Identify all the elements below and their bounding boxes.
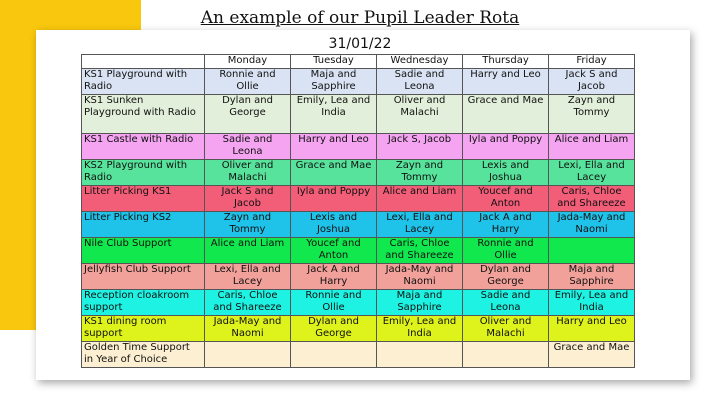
rota-row — [82, 238, 635, 264]
rota-row — [82, 160, 635, 186]
rota-cell: Zayn and Tommy — [549, 95, 635, 134]
task-label: Nile Club Support — [82, 238, 205, 264]
rota-row — [82, 212, 635, 238]
rota-cell: Grace and Mae — [291, 160, 377, 186]
rota-cell: Jack A and Harry — [463, 212, 549, 238]
rota-cell: Iyla and Poppy — [463, 134, 549, 160]
task-label: Litter Picking KS1 — [82, 186, 205, 212]
rota-cell: Jack S and Jacob — [205, 186, 291, 212]
rota-cell: Harry and Leo — [549, 316, 635, 342]
rota-row — [82, 342, 635, 368]
rota-cell: Ronnie and Ollie — [291, 290, 377, 316]
rota-cell: Maja and Sapphire — [291, 69, 377, 95]
rota-cell: Lexis and Joshua — [463, 160, 549, 186]
day-header: Monday — [205, 55, 291, 69]
day-header: Friday — [549, 55, 635, 69]
rota-cell — [205, 342, 291, 368]
rota-cell: Emily, Lea and India — [291, 95, 377, 134]
rota-cell: Iyla and Poppy — [291, 186, 377, 212]
rota-date: 31/01/22 — [328, 36, 392, 52]
rota-cell: Oliver and Malachi — [205, 160, 291, 186]
day-header: Tuesday — [291, 55, 377, 69]
rota-row — [82, 316, 635, 342]
rota-cell: Lexi, Ella and Lacey — [205, 264, 291, 290]
rota-cell: Youcef and Anton — [291, 238, 377, 264]
rota-row — [82, 134, 635, 160]
rota-cell: Youcef and Anton — [463, 186, 549, 212]
rota-cell: Caris, Chloe and Shareeze — [377, 238, 463, 264]
rota-row — [82, 95, 635, 134]
rota-cell: Lexi, Ella and Lacey — [549, 160, 635, 186]
rota-cell: Sadie and Leona — [205, 134, 291, 160]
rota-cell — [463, 342, 549, 368]
task-label: Jellyfish Club Support — [82, 264, 205, 290]
task-label: KS1 dining room support — [82, 316, 205, 342]
header-row — [82, 55, 635, 69]
rota-cell: Jack S, Jacob — [377, 134, 463, 160]
header-corner-cell — [82, 55, 205, 69]
rota-cell: Grace and Mae — [549, 342, 635, 368]
rota-cell: Sadie and Leona — [463, 290, 549, 316]
rota-cell: Oliver and Malachi — [463, 316, 549, 342]
task-label: KS1 Castle with Radio — [82, 134, 205, 160]
rota-table — [81, 54, 635, 368]
page-title: An example of our Pupil Leader Rota — [200, 8, 520, 28]
rota-cell — [291, 342, 377, 368]
rota-cell: Jack S and Jacob — [549, 69, 635, 95]
task-label: KS1 Sunken Playground with Radio — [82, 95, 205, 134]
rota-cell: Emily, Lea and India — [549, 290, 635, 316]
rota-cell: Dylan and George — [463, 264, 549, 290]
rota-cell: Caris, Chloe and Shareeze — [205, 290, 291, 316]
rota-row — [82, 290, 635, 316]
rota-cell: Grace and Mae — [463, 95, 549, 134]
rota-cell: Dylan and George — [205, 95, 291, 134]
rota-cell: Jada-May and Naomi — [377, 264, 463, 290]
rota-cell: Maja and Sapphire — [377, 290, 463, 316]
task-label: KS1 Playground with Radio — [82, 69, 205, 95]
day-header: Wednesday — [377, 55, 463, 69]
rota-cell: Jada-May and Naomi — [549, 212, 635, 238]
rota-cell: Lexi, Ella and Lacey — [377, 212, 463, 238]
task-label: Litter Picking KS2 — [82, 212, 205, 238]
rota-cell: Zayn and Tommy — [377, 160, 463, 186]
rota-cell: Harry and Leo — [463, 69, 549, 95]
rota-cell: Ronnie and Ollie — [463, 238, 549, 264]
task-label: KS2 Playground with Radio — [82, 160, 205, 186]
rota-cell: Alice and Liam — [549, 134, 635, 160]
rota-row — [82, 264, 635, 290]
rota-cell: Emily, Lea and India — [377, 316, 463, 342]
task-label: Golden Time Support in Year of Choice — [82, 342, 205, 368]
rota-cell — [549, 238, 635, 264]
rota-cell: Jada-May and Naomi — [205, 316, 291, 342]
rota-cell: Dylan and George — [291, 316, 377, 342]
rota-cell: Zayn and Tommy — [205, 212, 291, 238]
rota-cell: Ronnie and Ollie — [205, 69, 291, 95]
rota-cell: Harry and Leo — [291, 134, 377, 160]
rota-cell: Lexis and Joshua — [291, 212, 377, 238]
rota-cell: Caris, Chloe and Shareeze — [549, 186, 635, 212]
rota-cell: Alice and Liam — [205, 238, 291, 264]
rota-cell: Sadie and Leona — [377, 69, 463, 95]
rota-cell: Alice and Liam — [377, 186, 463, 212]
rota-row — [82, 186, 635, 212]
rota-row — [82, 69, 635, 95]
day-header: Thursday — [463, 55, 549, 69]
rota-cell: Oliver and Malachi — [377, 95, 463, 134]
rota-cell: Maja and Sapphire — [549, 264, 635, 290]
rota-cell — [377, 342, 463, 368]
task-label: Reception cloakroom support — [82, 290, 205, 316]
rota-cell: Jack A and Harry — [291, 264, 377, 290]
